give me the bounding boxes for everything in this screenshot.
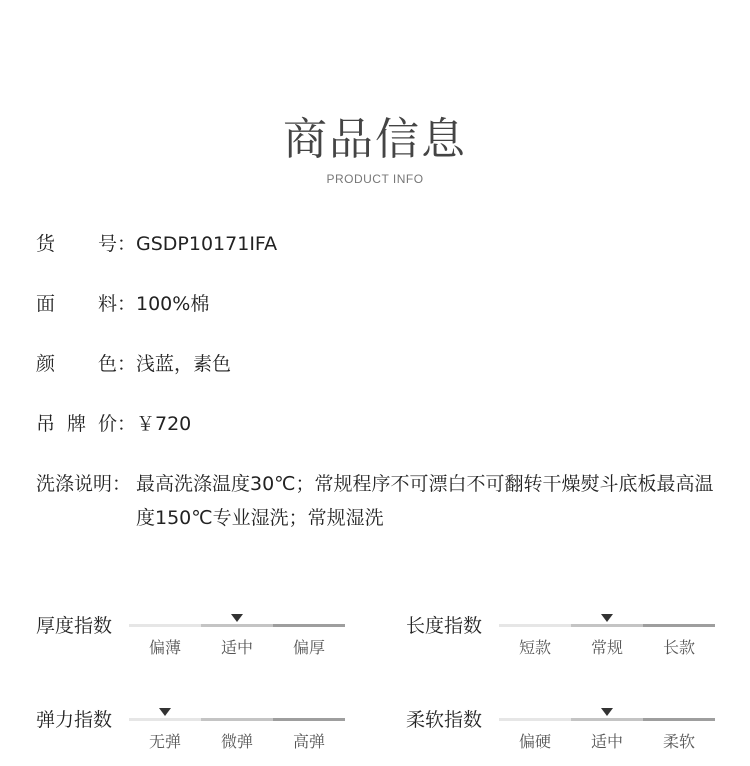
scale-segment [201, 624, 273, 627]
label-sep: ： [116, 293, 136, 315]
label-char: 洗涤说明 [36, 473, 113, 495]
info-label [36, 467, 136, 501]
scale-marker-icon [601, 708, 613, 716]
label-char: 牌 [66, 413, 86, 435]
page-subtitle: PRODUCT INFO [326, 172, 424, 186]
label-char: 料 [97, 293, 117, 315]
info-label [36, 287, 136, 321]
info-value: 最高洗涤温度30℃；常规程序不可漂白不可翻转干燥熨斗底板最高温度150℃专业湿洗；常规湿洗 [136, 473, 714, 529]
scale-marker-icon [231, 614, 243, 622]
info-value: 浅蓝，素色 [136, 353, 232, 375]
scale-title-softness: 柔软指数 [406, 709, 483, 731]
info-label [36, 347, 136, 381]
scale-segment [129, 718, 201, 721]
scale-option: 微弹 [220, 732, 253, 751]
scale-option: 常规 [590, 638, 623, 657]
scale-segment [643, 718, 715, 721]
scale-track-softness [499, 718, 715, 721]
scale-option: 偏薄 [148, 638, 181, 657]
scale-segment [571, 718, 643, 721]
scale-segment [273, 718, 345, 721]
scale-option: 偏硬 [518, 732, 551, 751]
scale-title-length: 长度指数 [406, 615, 483, 637]
scale-title-elasticity: 弹力指数 [36, 709, 113, 731]
scale-option: 短款 [518, 638, 551, 657]
label-sep: ： [112, 473, 132, 495]
scale-segment [129, 624, 201, 627]
scale-segment [499, 718, 571, 721]
scale-track-elasticity [129, 718, 345, 721]
scale-option: 适中 [590, 732, 623, 751]
info-value: 100%棉 [136, 293, 210, 315]
label-char: 价 [97, 413, 117, 435]
scale-segment [201, 718, 273, 721]
scale-segment [499, 624, 571, 627]
info-label [36, 407, 136, 441]
label-char: 色 [97, 353, 117, 375]
label-char: 颜 [36, 353, 56, 375]
label-sep: ： [116, 233, 136, 255]
scale-track-thickness [129, 624, 345, 627]
info-label [36, 227, 136, 261]
scale-segment [643, 624, 715, 627]
label-char: 货 [36, 233, 56, 255]
info-value: GSDP10171IFA [136, 233, 278, 255]
scale-option: 柔软 [662, 732, 695, 751]
label-char: 号 [97, 233, 117, 255]
scale-title-thickness: 厚度指数 [36, 615, 113, 637]
scale-marker-icon [159, 708, 171, 716]
scale-option: 长款 [662, 638, 695, 657]
scale-segment [273, 624, 345, 627]
label-char: 吊 [36, 413, 56, 435]
scale-option: 适中 [220, 638, 253, 657]
scale-marker-icon [601, 614, 613, 622]
scale-option: 高弹 [292, 732, 325, 751]
page-title: 商品信息 [283, 114, 467, 165]
label-char: 面 [36, 293, 56, 315]
scale-option: 无弹 [148, 732, 181, 751]
scale-segment [571, 624, 643, 627]
label-sep: ： [116, 353, 136, 375]
label-sep: ： [116, 413, 136, 435]
info-value: ￥720 [136, 413, 192, 435]
scale-option: 偏厚 [292, 638, 325, 657]
scale-track-length [499, 624, 715, 627]
